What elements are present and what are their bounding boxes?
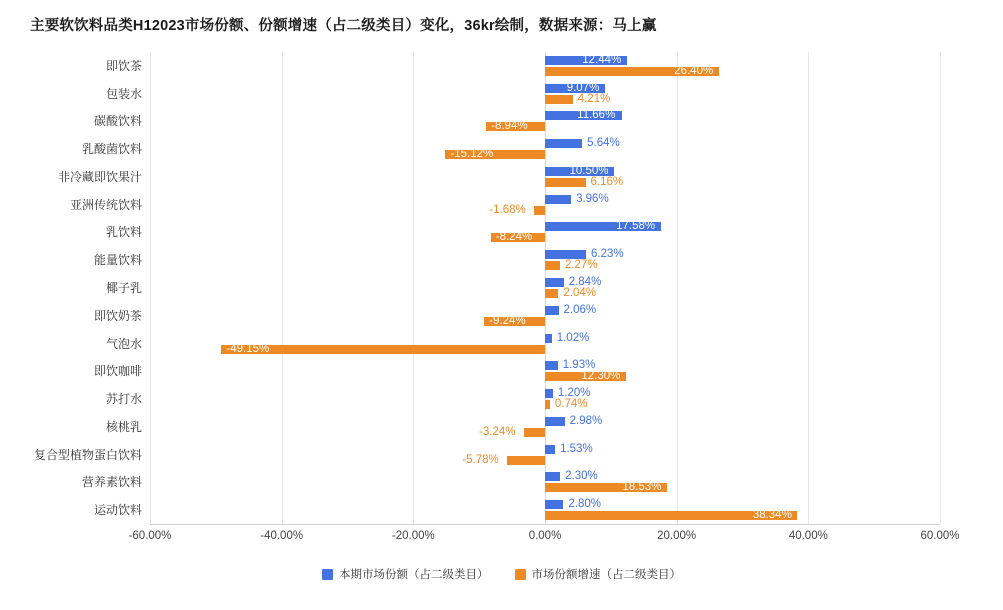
bar-market-share bbox=[545, 417, 565, 426]
chart-row bbox=[105, 80, 940, 108]
chart-row bbox=[93, 302, 940, 330]
legend-item[interactable] bbox=[515, 566, 682, 582]
bar-growth-rate bbox=[545, 261, 560, 270]
bar-value-label: 12.44% bbox=[582, 53, 622, 66]
bar-value-label: 38.34% bbox=[752, 509, 792, 522]
category-label: 能量饮料 bbox=[93, 253, 142, 268]
bar-value-label: -9.24% bbox=[489, 314, 526, 327]
bar-value-label: 6.16% bbox=[590, 175, 624, 188]
bar-value-label: -49.15% bbox=[226, 342, 270, 355]
bar-value-label: 1.53% bbox=[560, 442, 593, 455]
bar-value-label: 9.07% bbox=[566, 81, 600, 94]
category-label: 即饮咖啡 bbox=[93, 364, 142, 379]
bar-value-label: 5.64% bbox=[587, 137, 620, 150]
bar-market-share bbox=[545, 195, 571, 204]
bar-growth-rate bbox=[524, 428, 545, 437]
bar-value-label: 17.58% bbox=[616, 220, 656, 233]
chart-row bbox=[93, 357, 940, 385]
bar-value-label: 0.74% bbox=[554, 398, 588, 411]
chart-row bbox=[93, 108, 940, 136]
category-label: 营养素饮料 bbox=[81, 475, 142, 490]
bar-value-label: 6.23% bbox=[591, 248, 624, 261]
bar-market-share bbox=[545, 334, 552, 343]
chart-row bbox=[105, 385, 940, 413]
bar-market-share bbox=[545, 361, 558, 370]
bar-value-label: -3.24% bbox=[479, 425, 516, 438]
chart-row bbox=[105, 274, 940, 302]
bar-market-share bbox=[545, 278, 564, 287]
x-tick-label: 0.00% bbox=[528, 530, 562, 542]
category-label: 气泡水 bbox=[105, 336, 142, 351]
bar-value-label: 1.20% bbox=[557, 387, 591, 400]
chart-row bbox=[93, 496, 940, 524]
bar-value-label: 26.40% bbox=[674, 64, 714, 77]
category-label: 核桃乳 bbox=[105, 419, 142, 434]
bar-value-label: -8.24% bbox=[495, 231, 533, 244]
category-label: 即饮茶 bbox=[105, 58, 142, 73]
bar-value-label: 4.21% bbox=[577, 92, 611, 105]
bar-growth-rate bbox=[545, 289, 558, 298]
bar-value-label: 2.80% bbox=[568, 498, 602, 511]
category-label: 运动饮料 bbox=[93, 503, 142, 518]
bar-value-label: -8.94% bbox=[491, 120, 528, 133]
chart-row bbox=[105, 52, 940, 80]
bar-value-label: -1.68% bbox=[489, 203, 526, 216]
category-label: 碳酸饮料 bbox=[93, 114, 142, 129]
bar-market-share bbox=[545, 389, 553, 398]
bar-growth-rate bbox=[221, 342, 545, 355]
chart-row bbox=[81, 468, 940, 496]
bar-value-label: 10.50% bbox=[569, 164, 609, 177]
chart-title: 主要软饮料品类H12023市场份额、份额增速（占二级类目）变化，36kr绘制，数据来源：马上赢 bbox=[30, 18, 657, 34]
bar-growth-rate bbox=[545, 178, 586, 187]
x-tick-label: -60.00% bbox=[128, 530, 172, 542]
legend-swatch-icon bbox=[322, 569, 333, 580]
bar-value-label: 1.93% bbox=[562, 359, 596, 372]
x-tick-label: -40.00% bbox=[260, 530, 304, 542]
category-label: 苏打水 bbox=[105, 392, 142, 407]
bar-growth-rate bbox=[534, 206, 545, 215]
bar-value-label: 2.30% bbox=[565, 470, 598, 483]
chart-row bbox=[33, 441, 940, 469]
bar-market-share bbox=[545, 250, 586, 259]
category-label: 包装水 bbox=[105, 86, 142, 101]
category-label: 亚洲传统饮料 bbox=[69, 197, 142, 212]
x-tick-label: 60.00% bbox=[920, 530, 960, 542]
bar-market-share bbox=[545, 139, 582, 148]
bar-value-label: 2.04% bbox=[563, 286, 597, 299]
chart-row bbox=[57, 163, 940, 191]
chart-row bbox=[105, 330, 940, 358]
legend-item[interactable] bbox=[322, 566, 489, 582]
bar-market-share bbox=[545, 445, 555, 454]
bar-market-share bbox=[545, 472, 560, 481]
chart-row bbox=[105, 413, 940, 441]
bar-value-label: 1.02% bbox=[556, 331, 590, 344]
bar-growth-rate bbox=[545, 95, 573, 104]
x-tick-label: -20.00% bbox=[391, 530, 435, 542]
bar-value-label: -5.78% bbox=[462, 453, 499, 466]
bar-value-label: -15.12% bbox=[450, 148, 494, 161]
bar-value-label: 3.96% bbox=[576, 192, 609, 205]
bar-value-label: 18.53% bbox=[622, 481, 662, 494]
category-label: 非冷藏即饮果汁 bbox=[57, 169, 142, 184]
category-label: 复合型植物蛋白饮料 bbox=[33, 447, 142, 462]
plot-area bbox=[33, 52, 940, 524]
bar-value-label: 12.30% bbox=[581, 370, 621, 383]
bar-value-label: 2.84% bbox=[568, 275, 602, 288]
bar-market-share bbox=[545, 500, 563, 509]
chart-row bbox=[93, 246, 940, 274]
category-label: 即饮奶茶 bbox=[93, 308, 142, 323]
grid-line bbox=[940, 52, 941, 524]
chart-row bbox=[81, 135, 940, 163]
bar-growth-rate bbox=[507, 456, 545, 465]
bar-value-label: 2.27% bbox=[564, 259, 598, 272]
chart-row bbox=[105, 219, 940, 247]
legend-swatch-icon bbox=[515, 569, 526, 580]
category-label: 椰子乳 bbox=[105, 280, 142, 295]
bar-value-label: 2.06% bbox=[563, 303, 597, 316]
bar-growth-rate bbox=[545, 400, 550, 409]
bar-market-share bbox=[545, 306, 559, 315]
legend-label: 市场份额增速（占二级类目） bbox=[531, 569, 681, 581]
category-label: 乳酸菌饮料 bbox=[81, 142, 142, 157]
x-tick-label: 40.00% bbox=[788, 530, 828, 542]
chart-legend bbox=[0, 566, 1003, 582]
bar-value-label: 11.66% bbox=[577, 109, 616, 122]
chart-row bbox=[69, 191, 940, 219]
x-tick-label: 20.00% bbox=[657, 530, 697, 542]
x-axis-line bbox=[150, 524, 940, 525]
category-label: 乳饮料 bbox=[105, 225, 142, 240]
legend-label: 本期市场份额（占二级类目） bbox=[339, 569, 489, 581]
bar-value-label: 2.98% bbox=[569, 414, 603, 427]
